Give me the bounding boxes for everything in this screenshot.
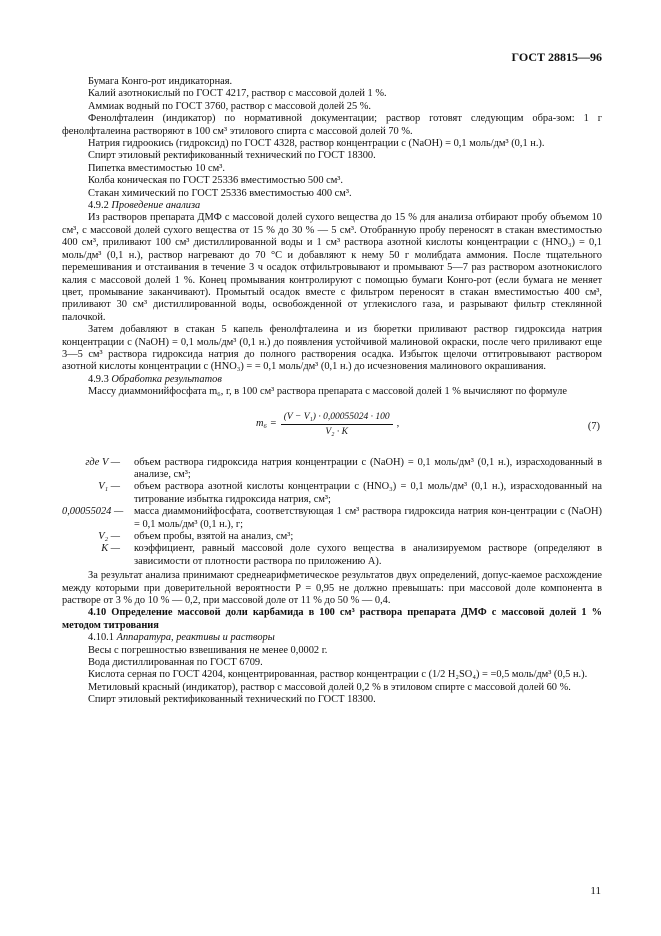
definition-symbol: V₁ — bbox=[98, 481, 120, 493]
formula bbox=[256, 411, 399, 439]
formula-block bbox=[62, 407, 602, 453]
section-heading bbox=[62, 200, 602, 212]
definitions-list bbox=[62, 457, 602, 569]
text-paragraph: Из растворов препарата ДМФ с массовой долей сухого вещества до 15 % для анализа отбирают пробу объемом 10 см³, с массовой долей сухого вещества от 15 % до 30 % — 5 см³. Отобранную пробу переносят в стакан вместимостью 400 см³, приливают 100 см³ дистиллированной воды и 1 см³ раствора азотной кислоты концентрации c (HNO₃) = 0,1 моль/дм³ (0,1 н.), раствор нагревают до 70 °С и добавляют к нему 50 г молибдата аммония. После тщательного перемешивания и отстаивания в течение 3 ч осадок отфильтровывают и промывают 5—7 раз раствором азотнокислого калия с массовой долей 1 %. Конец промывания контролируют с помощью бумаги Конго-рот (если бумага не меняет цвет, промывание заканчивают). Промытый осадок вместе с фильтром переносят в стакан вместимостью 400 см³, приливают 30 см³ дистиллированной воды, освобожденной от углекислого газа, и разрывают фильтр стеклянной палочкой. bbox=[62, 212, 602, 323]
definition-text: масса диаммонийфосфата, соответствующая 1 см³ раствора гидроксида натрия кон-центрации c (NaOH) = 0,1 моль/дм³ (0,1 н.), г; bbox=[134, 506, 602, 530]
document-body bbox=[62, 76, 602, 707]
definition-symbol: K — bbox=[101, 543, 120, 555]
section-number: 4.9.3 bbox=[88, 373, 109, 385]
equation-number: (7) bbox=[587, 420, 600, 432]
text-line: Калий азотнокислый по ГОСТ 4217, раствор с массовой долей 1 %. bbox=[88, 88, 387, 100]
definition-text: объем раствора гидроксида натрия концентрации c (NaOH) = 0,1 моль/дм³ (0,1 н.), израсходованный в анализе, см³; bbox=[134, 456, 602, 480]
section-heading bbox=[62, 374, 602, 386]
text-paragraph: Кислота серная по ГОСТ 4204, концентрированная, раствор концентрации c (1/2 H₂SO₄) = =0,5 моль/дм³ (0,5 н.). bbox=[88, 669, 588, 681]
definition-symbol: 0,00055024 — bbox=[62, 506, 124, 518]
definition-text: объем пробы, взятой на анализ, см³; bbox=[134, 531, 294, 542]
text-line: Колба коническая по ГОСТ 25336 вместимостью 500 см³. bbox=[88, 175, 344, 187]
formula-lhs: m₆ = bbox=[256, 418, 277, 430]
text-line: Спирт этиловый ректификованный технический по ГОСТ 18300. bbox=[88, 694, 376, 706]
text-paragraph: За результат анализа принимают среднеарифметическое результатов двух определений, допус-каемое расхождение между которыми при доверительной вероятности P = 0,95 не должно превышать: при массовой доле компонента в растворе от 3 % до 10 % — 0,2, при массовой доле от 11 % до 50 % — 0,4. bbox=[62, 570, 602, 607]
text-paragraph: Метиловый красный (индикатор), раствор с массовой долей 0,2 % в этиловом спирте с массовой долей 60 %. bbox=[88, 681, 571, 693]
text-line: Стакан химический по ГОСТ 25336 вместимостью 400 см³. bbox=[88, 187, 352, 199]
section-heading bbox=[62, 632, 602, 644]
formula-numerator: (V − V₁) · 0,00055024 · 100 bbox=[281, 411, 393, 425]
text-line: Пипетка вместимостью 10 см³. bbox=[88, 162, 225, 174]
text-paragraph: Фенолфталеин (индикатор) по нормативной документации; раствор готовят следующим обра-зом: 1 г фенолфталеина растворяют в 100 см³ этилового спирта с массовой долей 70 %. bbox=[62, 113, 602, 137]
definition-symbol: где V — bbox=[85, 456, 120, 468]
definition-text: объем раствора азотной кислоты концентрации c (HNO₃) = 0,1 моль/дм³ (0,1 н.), израсходованный на титрование избытка гидроксида натрия, см³; bbox=[134, 481, 602, 505]
section-number: 4.9.2 bbox=[88, 200, 109, 212]
definition-symbol: V₂ — bbox=[98, 531, 120, 542]
text-line: Весы с погрешностью взвешивания не менее 0,0002 г. bbox=[88, 644, 328, 656]
text-paragraph: Затем добавляют в стакан 5 капель фенолфталеина и из бюретки приливают раствор гидроксида натрия концентрации c (NaOH) = 0,1 моль/дм³ (0,1 н.) до появления устойчивой малиновой окраски, после чего приливают еще 3—5 см³ раствора гидроксида натрия до полного растворения осадка. Избыток щелочи оттитровывают раствором азотной кислоты концентрации c (HNO₃) = = 0,1 моль/дм³ (0,1 н.) до исчезновения малинового окрашивания. bbox=[62, 324, 602, 373]
definition-text: коэффициент, равный массовой доле сухого вещества в анализируемом растворе (определяют в зависимости от плотности раствора по приложению А). bbox=[134, 543, 602, 567]
formula-tail: , bbox=[396, 418, 400, 430]
text-line: Спирт этиловый ректификованный технический по ГОСТ 18300. bbox=[88, 150, 376, 162]
section-title: Проведение анализа bbox=[111, 200, 201, 212]
page-number: 11 bbox=[590, 885, 601, 897]
section-title: Обработка результатов bbox=[111, 373, 222, 385]
formula-fraction bbox=[281, 411, 393, 439]
text-paragraph: Массу диаммонийфосфата m₆, г, в 100 см³ раствора препарата с массовой долей 1 % вычисляют по формуле bbox=[88, 386, 567, 398]
text-line: Вода дистиллированная по ГОСТ 6709. bbox=[88, 657, 263, 669]
text-line: Аммиак водный по ГОСТ 3760, раствор с массовой долей 25 %. bbox=[88, 100, 372, 112]
text-paragraph: Натрия гидроокись (гидроксид) по ГОСТ 4328, раствор концентрации c (NaOH) = 0,1 моль/дм³ (0,1 н.). bbox=[88, 138, 545, 150]
section-title: Аппаратура, реактивы и растворы bbox=[116, 632, 275, 644]
section-heading-bold: 4.10 Определение массовой доли карбамида в 100 см³ раствора препарата ДМФ с массовой долей 1 % методом титрования bbox=[62, 607, 602, 631]
text-line: Бумага Конго-рот индикаторная. bbox=[88, 76, 233, 87]
document-header: ГОСТ 28815—96 bbox=[511, 50, 602, 64]
formula-denominator: V₂ · K bbox=[325, 426, 348, 437]
section-number: 4.10.1 bbox=[88, 632, 114, 644]
